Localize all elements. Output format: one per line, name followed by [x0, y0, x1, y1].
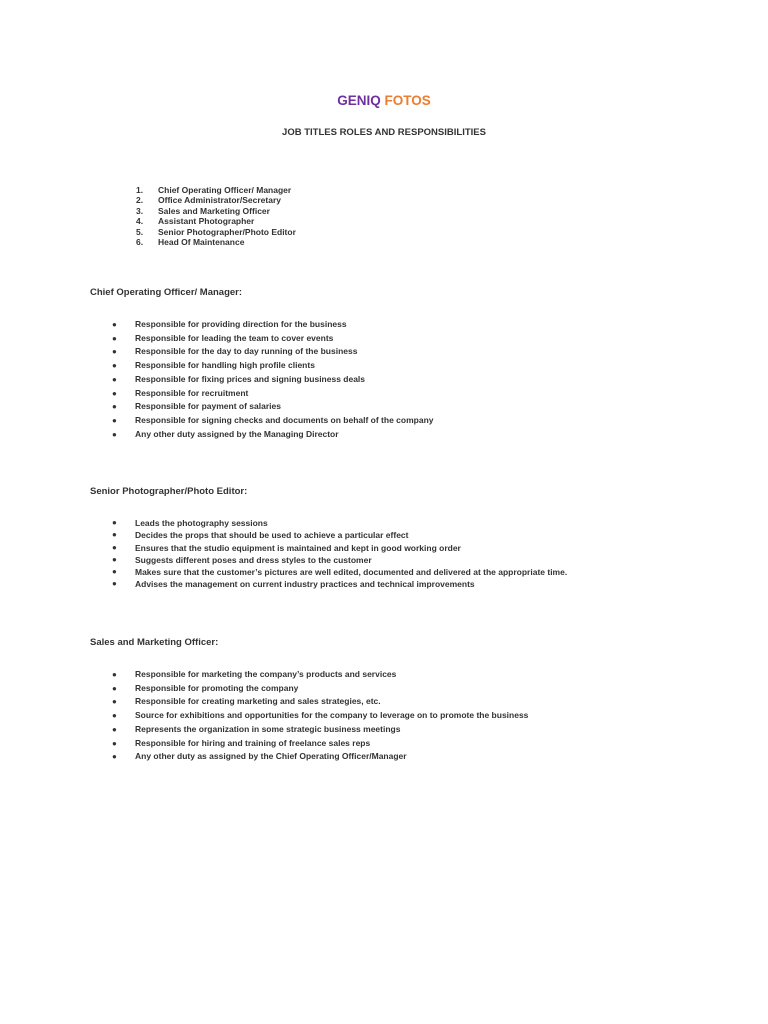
list-item-text: Advises the management on current industry practices and technical improvements [135, 579, 475, 590]
section-heading-coo: Chief Operating Officer/ Manager: [90, 287, 243, 298]
brand-title [0, 93, 768, 109]
list-item-text: Responsible for recruitment [135, 387, 249, 398]
toc-number: 4. [136, 216, 144, 227]
list-item [112, 529, 567, 541]
list-item-text: Responsible for handling high profile clients [135, 360, 315, 371]
document-subtitle: JOB TITLES ROLES AND RESPONSIBILITIES [282, 127, 486, 138]
toc-item [136, 206, 296, 216]
list-item [112, 345, 434, 359]
list-item [112, 709, 528, 723]
bullet-icon: ● [112, 542, 117, 552]
list-item-text: Responsible for promoting the company [135, 682, 299, 693]
bullet-icon: ● [112, 670, 117, 679]
list-item-text: Responsible for payment of salaries [135, 401, 281, 412]
bullet-icon: ● [112, 697, 117, 707]
list-item-text: Responsible for providing direction for the business [135, 319, 347, 329]
list-item [112, 566, 567, 578]
bullet-icon: ● [112, 333, 117, 343]
bullet-icon: ● [112, 724, 117, 734]
toc-number: 1. [136, 185, 144, 195]
bullet-icon: ● [112, 683, 117, 693]
list-item [112, 578, 567, 590]
list-item-text: Suggests different poses and dress styles to the customer [135, 554, 372, 565]
list-item-text: Any other duty assigned by the Managing Director [135, 428, 339, 439]
bullet-icon: ● [112, 567, 117, 577]
bullet-icon: ● [112, 530, 117, 540]
list-item-text: Makes sure that the customer’s pictures are well edited, documented and delivered at the appropriate time. [135, 567, 568, 578]
list-item [112, 414, 434, 428]
list-item [112, 737, 528, 751]
toc-item [136, 237, 296, 247]
bullet-icon: ● [112, 579, 117, 589]
toc-label: Head Of Maintenance [158, 237, 245, 248]
bullet-icon: ● [112, 429, 117, 439]
list-item [112, 542, 567, 554]
section-heading-senior-photographer: Senior Photographer/Photo Editor: [90, 486, 248, 497]
list-item-text: Responsible for the day to day running of the business [135, 346, 358, 357]
section-heading-sales-marketing: Sales and Marketing Officer: [90, 637, 219, 648]
bullet-icon: ● [112, 518, 117, 527]
toc-label: Assistant Photographer [158, 216, 255, 227]
list-item [112, 668, 528, 682]
list-item [112, 723, 528, 737]
list-item [112, 695, 528, 709]
toc-item [136, 216, 296, 226]
bullet-icon: ● [112, 388, 117, 398]
list-item [112, 373, 434, 387]
toc-label: Sales and Marketing Officer [158, 205, 270, 216]
toc-item [136, 185, 296, 195]
bullet-icon: ● [112, 374, 117, 384]
list-item [112, 318, 434, 332]
job-titles-list [136, 185, 296, 247]
list-item-text: Source for exhibitions and opportunities for the company to leverage on to promote the business [135, 710, 529, 721]
list-item [112, 554, 567, 566]
senior-photographer-responsibilities-list [112, 517, 567, 591]
list-item-text: Leads the photography sessions [135, 518, 268, 528]
toc-label: Chief Operating Officer/ Manager [158, 185, 292, 195]
brand-word-fotos: FOTOS [384, 93, 431, 108]
bullet-icon: ● [112, 738, 117, 748]
bullet-icon: ● [112, 361, 117, 371]
list-item [112, 517, 567, 529]
bullet-icon: ● [112, 554, 117, 564]
bullet-icon: ● [112, 402, 117, 412]
bullet-icon: ● [112, 711, 117, 721]
list-item [112, 400, 434, 414]
list-item [112, 428, 434, 442]
list-item-text: Represents the organization in some strategic business meetings [135, 723, 401, 734]
list-item-text: Responsible for creating marketing and sales strategies, etc. [135, 696, 381, 707]
list-item-text: Responsible for hiring and training of freelance sales reps [135, 737, 371, 748]
toc-number: 5. [136, 226, 144, 237]
list-item [112, 682, 528, 696]
list-item-text: Responsible for leading the team to cover events [135, 332, 334, 343]
toc-label: Senior Photographer/Photo Editor [158, 226, 296, 237]
list-item [112, 750, 528, 764]
list-item-text: Responsible for marketing the company’s products and services [135, 669, 397, 679]
brand-word-geniq: GENIQ [337, 93, 381, 108]
toc-item [136, 227, 296, 237]
toc-number: 3. [136, 205, 144, 216]
toc-number: 2. [136, 195, 144, 206]
coo-responsibilities-list [112, 318, 434, 441]
list-item-text: Decides the props that should be used to achieve a particular effect [135, 530, 409, 541]
toc-item [136, 195, 296, 205]
list-item-text: Ensures that the studio equipment is maintained and kept in good working order [135, 542, 461, 553]
list-item-text: Responsible for signing checks and documents on behalf of the company [135, 414, 434, 425]
bullet-icon: ● [112, 320, 117, 329]
bullet-icon: ● [112, 347, 117, 357]
sales-marketing-responsibilities-list [112, 668, 528, 764]
list-item-text: Any other duty as assigned by the Chief Operating Officer/Manager [135, 751, 407, 762]
toc-number: 6. [136, 237, 144, 248]
toc-label: Office Administrator/Secretary [158, 195, 281, 206]
list-item [112, 387, 434, 401]
list-item-text: Responsible for fixing prices and signing business deals [135, 373, 366, 384]
list-item [112, 332, 434, 346]
bullet-icon: ● [112, 415, 117, 425]
bullet-icon: ● [112, 752, 117, 762]
list-item [112, 359, 434, 373]
